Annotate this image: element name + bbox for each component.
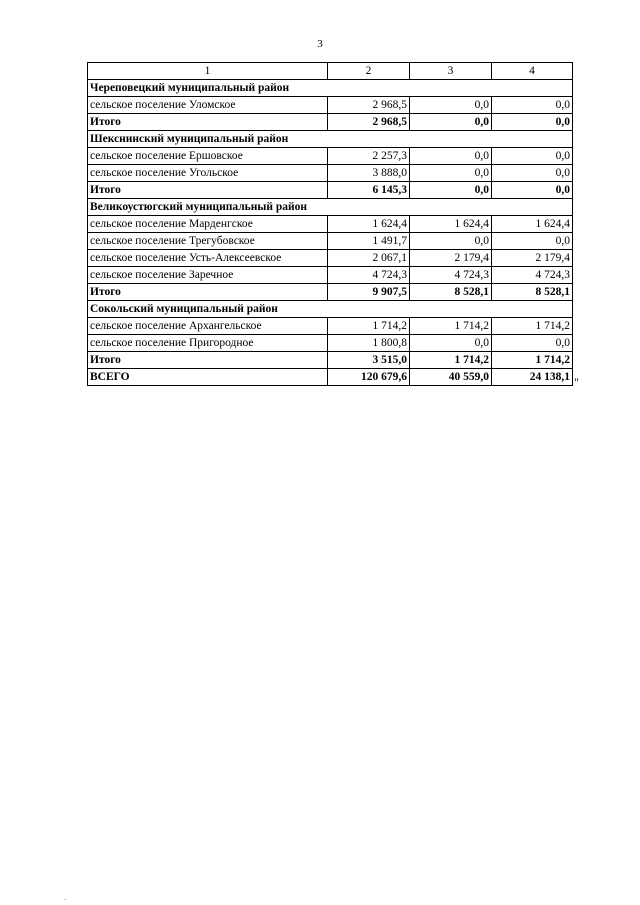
settlement-name: сельское поселение Пригородное — [88, 335, 328, 352]
grand-total-col-2: 120 679,6 — [328, 369, 410, 386]
table-row — [88, 148, 573, 165]
subtotal-row — [88, 352, 573, 369]
table-row — [88, 250, 573, 267]
budget-table — [87, 62, 573, 386]
settlement-name: сельское поселение Ершовское — [88, 148, 328, 165]
grand-total-label: ВСЕГО — [88, 369, 328, 386]
subtotal-col-2: 3 515,0 — [328, 352, 410, 369]
subtotal-row — [88, 114, 573, 131]
subtotal-row — [88, 182, 573, 199]
subtotal-row — [88, 284, 573, 301]
value-col-2: 1 491,7 — [328, 233, 410, 250]
value-col-2: 2 968,5 — [328, 97, 410, 114]
subtotal-col-4: 0,0 — [492, 182, 573, 199]
closing-quote: " — [574, 375, 579, 389]
table-row — [88, 335, 573, 352]
value-col-3: 1 624,4 — [410, 216, 492, 233]
subtotal-label: Итого — [88, 182, 328, 199]
page-number: 3 — [317, 38, 323, 50]
grand-total-col-3: 40 559,0 — [410, 369, 492, 386]
section-title-row — [88, 131, 573, 148]
value-col-4: 1 624,4 — [492, 216, 573, 233]
settlement-name: сельское поселение Угольское — [88, 165, 328, 182]
section-title-row — [88, 301, 573, 318]
section-title: Череповецкий муниципальный район — [88, 80, 573, 97]
table-body — [88, 63, 573, 386]
subtotal-col-3: 8 528,1 — [410, 284, 492, 301]
grand-total-row — [88, 369, 573, 386]
value-col-3: 0,0 — [410, 233, 492, 250]
subtotal-col-4: 0,0 — [492, 114, 573, 131]
table-row — [88, 318, 573, 335]
subtotal-col-3: 0,0 — [410, 182, 492, 199]
table-row — [88, 267, 573, 284]
value-col-4: 2 179,4 — [492, 250, 573, 267]
value-col-2: 1 624,4 — [328, 216, 410, 233]
table-row — [88, 97, 573, 114]
settlement-name: сельское поселение Уломское — [88, 97, 328, 114]
value-col-4: 0,0 — [492, 233, 573, 250]
subtotal-label: Итого — [88, 284, 328, 301]
settlement-name: сельское поселение Трегубовское — [88, 233, 328, 250]
value-col-3: 0,0 — [410, 335, 492, 352]
grand-total-col-4: 24 138,1 — [492, 369, 573, 386]
table-row — [88, 165, 573, 182]
section-title-row — [88, 80, 573, 97]
value-col-3: 0,0 — [410, 165, 492, 182]
subtotal-col-4: 1 714,2 — [492, 352, 573, 369]
section-title-row — [88, 199, 573, 216]
header-col-4: 4 — [492, 63, 573, 80]
header-row — [88, 63, 573, 80]
subtotal-col-3: 0,0 — [410, 114, 492, 131]
settlement-name: сельское поселение Усть-Алексеевское — [88, 250, 328, 267]
subtotal-label: Итого — [88, 114, 328, 131]
value-col-2: 2 257,3 — [328, 148, 410, 165]
table-row — [88, 233, 573, 250]
section-title: Великоустюгский муниципальный район — [88, 199, 573, 216]
section-title: Шекснинский муниципальный район — [88, 131, 573, 148]
value-col-2: 1 800,8 — [328, 335, 410, 352]
subtotal-col-4: 8 528,1 — [492, 284, 573, 301]
value-col-4: 0,0 — [492, 148, 573, 165]
value-col-4: 4 724,3 — [492, 267, 573, 284]
value-col-2: 4 724,3 — [328, 267, 410, 284]
header-col-1: 1 — [88, 63, 328, 80]
value-col-2: 3 888,0 — [328, 165, 410, 182]
header-col-3: 3 — [410, 63, 492, 80]
settlement-name: сельское поселение Марденгское — [88, 216, 328, 233]
margin-mark: . — [64, 893, 66, 902]
table-row — [88, 216, 573, 233]
value-col-2: 1 714,2 — [328, 318, 410, 335]
header-col-2: 2 — [328, 63, 410, 80]
value-col-3: 0,0 — [410, 97, 492, 114]
subtotal-col-2: 2 968,5 — [328, 114, 410, 131]
value-col-4: 1 714,2 — [492, 318, 573, 335]
value-col-4: 0,0 — [492, 165, 573, 182]
value-col-4: 0,0 — [492, 97, 573, 114]
subtotal-col-2: 6 145,3 — [328, 182, 410, 199]
value-col-2: 2 067,1 — [328, 250, 410, 267]
section-title: Сокольский муниципальный район — [88, 301, 573, 318]
value-col-3: 0,0 — [410, 148, 492, 165]
subtotal-col-3: 1 714,2 — [410, 352, 492, 369]
value-col-3: 2 179,4 — [410, 250, 492, 267]
value-col-3: 4 724,3 — [410, 267, 492, 284]
settlement-name: сельское поселение Архангельское — [88, 318, 328, 335]
settlement-name: сельское поселение Заречное — [88, 267, 328, 284]
subtotal-col-2: 9 907,5 — [328, 284, 410, 301]
subtotal-label: Итого — [88, 352, 328, 369]
value-col-4: 0,0 — [492, 335, 573, 352]
value-col-3: 1 714,2 — [410, 318, 492, 335]
